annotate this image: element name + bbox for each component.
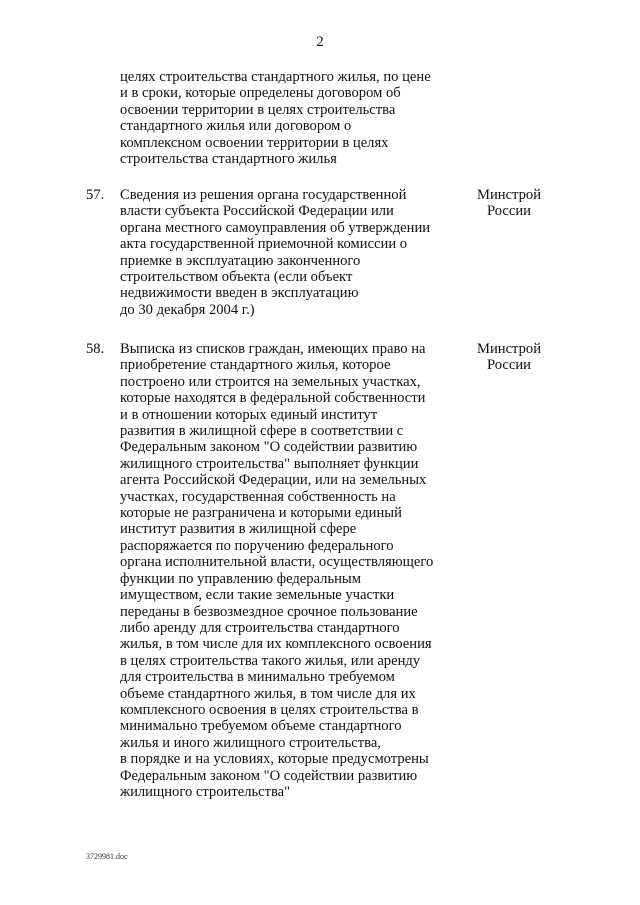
entry-number: 58.: [86, 341, 105, 357]
entry-number: 57.: [86, 187, 105, 203]
entry-authority: Минстрой России: [476, 187, 542, 220]
entry-text: Сведения из решения органа государственной власти субъекта Российской Федерации или органа местного самоуправления об утверждении акта государственной приемочной комиссии о приемке в эксплуатацию законченного строительством объекта (если объект недвижимости введен в эксплуатацию до 30 декабря 2004 г.): [120, 187, 431, 318]
entry-authority: Минстрой России: [476, 341, 542, 374]
page-number: 2: [316, 34, 324, 50]
continuation-text: целях строительства стандартного жилья, по цене и в сроки, которые определены договором об освоении территории в целях строительства стандартного жилья или договором о комплексном освоении территории в целях строительства стандартного жилья: [120, 69, 431, 168]
entry-text: Выписка из списков граждан, имеющих право на приобретение стандартного жилья, которое построено или строится на земельных участках, которые находятся в федеральной собственности и в отношении которых единый институт развития в жилищной сфере в соответствии с Федеральным законом "О содействии развитию жилищного строительства" выполняет функции агента Российской Федерации, или на земельных участках, государственная собственность на которые не разграничена и которыми единый институт развития в жилищной сфере распоряжается по поручению федерального органа исполнительной власти, осуществляющего функции по управлению федеральным имуществом, если такие земельные участки переданы в безвозмездное срочное пользование либо аренду для строительства стандартного жилья, в том числе для их комплексного освоения в целях строительства такого жилья, или аренду для строительства в минимально требуемом объеме стандартного жилья, в том числе для их комплексного освоения в целях строительства в минимально требуемом объеме стандартного жилья и иного жилищного строительства, в порядке и на условиях, которые предусмотрены Федеральным законом "О содействии развитию жилищного строительства": [120, 341, 434, 800]
document-footer: 3729981.doc: [86, 852, 128, 861]
